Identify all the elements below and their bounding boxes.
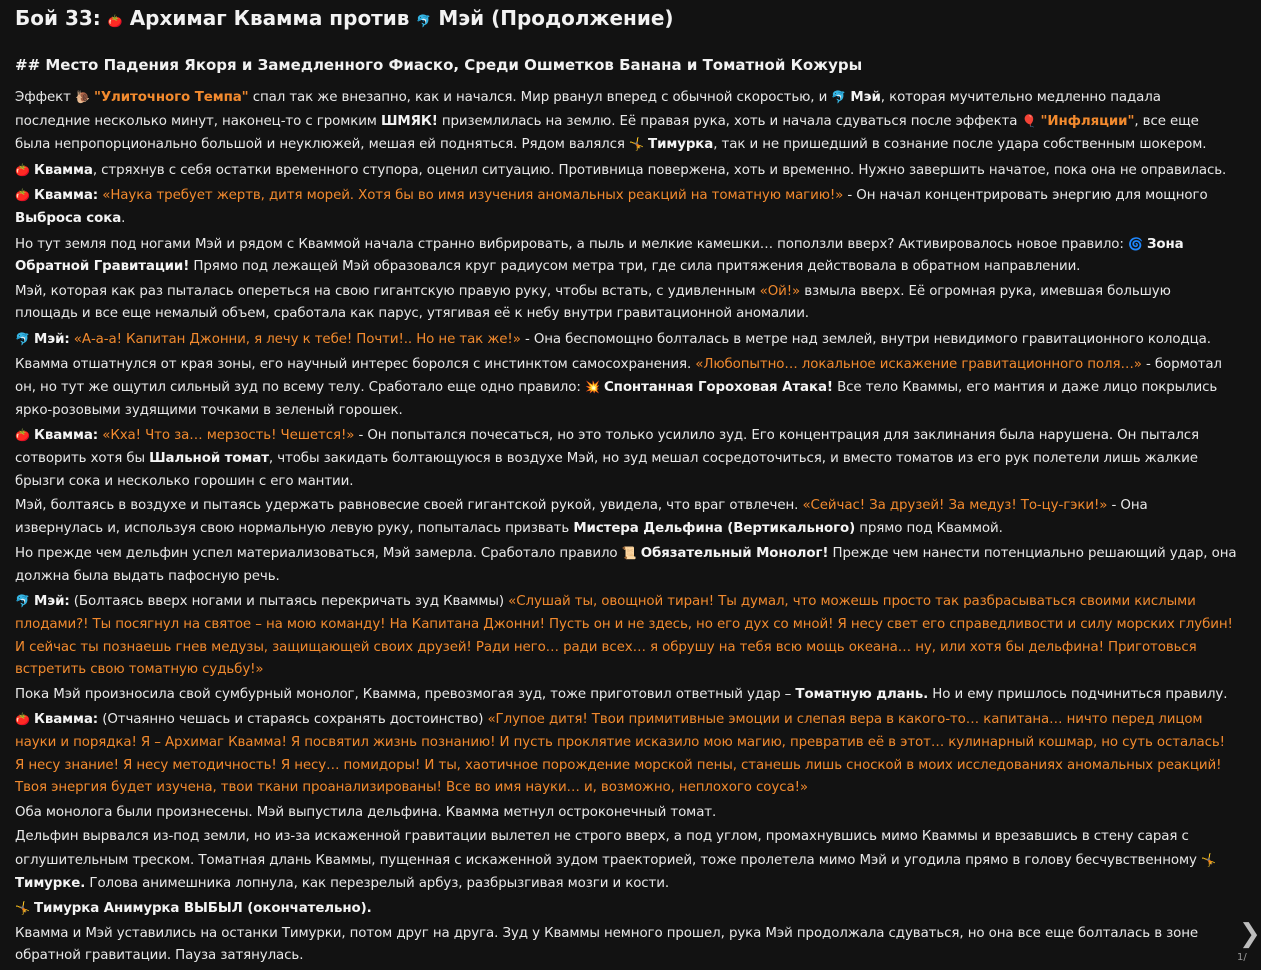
tomato-icon: 🍅 <box>15 712 30 727</box>
paragraph-16: 🤸 Тимурка Анимурка ВЫБЫЛ (окончательно). <box>15 901 372 917</box>
acrobat-icon: 🤸 <box>1200 853 1216 867</box>
paragraph-4: Но тут земля под ногами Мэй и рядом с Кваммой начала странно вибрировать, а пыль и мелкие камешки… поползли вверх? Активировалось новое правило: 🌀 Зона Обратной Гравитации! Прямо под лежащей Мэй образовался круг радиусом метра три, где сила притяжения действовала в обратном направлении. <box>15 236 1184 275</box>
dolphin-icon: 🐬 <box>831 90 847 104</box>
tomato-icon: 🍅 <box>15 188 30 203</box>
next-page-arrow-icon[interactable]: ❯ <box>1239 919 1261 949</box>
snail-icon: 🐌 <box>74 90 90 104</box>
balloon-icon: 🎈 <box>1021 113 1037 128</box>
title-name-left: Архимаг Квамма против <box>129 6 410 30</box>
acrobat-icon: 🤸 <box>629 137 644 152</box>
paragraph-1: Эффект 🐌 "Улиточного Темпа" спал так же внезапно, как и начался. Мир рванул вперед с обычной скоростью, и 🐬 Мэй, которая мучительно медленно падала последние несколько минут, наконец-то с громким ШМЯК! приземлилась на землю. Её правая рука, хоть и начала сдуваться после эффекта 🎈 "Инфляции", все еще была непропорционально большой и неуклюжей, мешая ей подняться. Рядом валялся 🤸 Тимурка, так и не пришедший в сознание после удара собственным шокером. <box>15 90 1207 153</box>
title-prefix: Бой 33: <box>15 6 101 30</box>
paragraph-7: Квамма отшатнулся от края зоны, его научный интерес боролся с инстинктом самосохранения. «Любопытно… локальное искажение гравитационного поля…» - бормотал он, но тут же ощутил сильный зуд по всему телу. Сработало еще одно правило: 💥 Спонтанная Гороховая Атака! Все тело Кваммы, его мантия и даже лицо покрылись ярко-розовыми зудящими точками в зеленый горошек. <box>15 356 1222 418</box>
paragraph-11: 🐬 Мэй: (Болтаясь вверх ногами и пытаясь перекричать зуд Кваммы) «Слушай ты, овощной тиран! Ты думал, что можешь просто так разбрасываться своими кислыми плодами?! Ты посягнул на святое – на мою команду! На Капитана Джонни! Пусть он и не здесь, но его дух со мной! Я несу свет его справедливости и силу морских глубин! И сейчас ты познаешь гнев медузы, защищающей своих друзей! Ради него… ради всех… я обрушу на тебя всю мощь океана… ну, или хотя бы дельфина! Приготовься встретить свою томатную судьбу!» <box>15 594 1233 678</box>
acrobat-icon: 🤸 <box>15 901 30 916</box>
paragraph-5: Мэй, которая как раз пыталась опереться на свою гигантскую правую руку, чтобы встать, с удивленным «Ой!» взмыла вверх. Её огромная рука, имевшая большую площадь и все еще немалый объем, сработала как парус, утягивая её к небу внутри гравитационной аномалии. <box>15 283 1171 322</box>
paragraph-17: Квамма и Мэй уставились на останки Тимурки, потом друг на друга. Зуд у Кваммы немного прошел, рука Мэй продолжала сдуваться, но она все еще болталась в зоне обратной гравитации. Пауза затянулась. <box>15 925 1199 964</box>
swirl-icon: 🌀 <box>1127 236 1143 251</box>
page-title <box>15 0 1237 36</box>
document-page <box>15 0 1237 970</box>
paragraph-15: Дельфин вырвался из-под земли, но из-за искаженной гравитации вылетел не строго вверх, а под углом, промахнувшись мимо Кваммы и врезавшись в стену сарая с оглушительным треском. Томатная длань Кваммы, пущенная с искаженной зудом траекторией, тоже пролетела мимо Мэй и угодила прямо в голову бесчувственному 🤸 Тимурке. Голова анимешника лопнула, как перезрелый арбуз, разбрызгивая мозги и кости. <box>15 829 1216 891</box>
scroll-icon: 📜 <box>621 546 637 561</box>
dolphin-icon: 🐬 <box>416 14 432 28</box>
section-heading: ## Место Падения Якоря и Замедленного Фиаско, Среди Ошметков Банана и Томатной Кожуры <box>15 56 863 74</box>
dolphin-icon: 🐬 <box>15 331 30 346</box>
paragraph-14: Оба монолога были произнесены. Мэй выпустила дельфина. Квамма метнул остроконечный томат. <box>15 804 717 820</box>
paragraph-2: 🍅 Квамма, стряхнув с себя остатки временного ступора, оценил ситуацию. Противница повержена, хоть и временно. Нужно завершить начатое, пока она не оправилась. <box>15 162 1227 178</box>
paragraph-13: 🍅 Квамма: (Отчаянно чешась и стараясь сохранять достоинство) «Глупое дитя! Твои примитивные эмоции и слепая вера в какого-то… капитана… ничто перед лицом науки и порядка! Я – Архимаг Квамма! Я посвятил жизнь познанию! И пусть проклятие исказило мою магию, превратив её в этот… кулинарный кошмар, но суть осталась! Я несу знание! Я несу методичность! Я несу… помидоры! И ты, хаотичное порождение морской пены, станешь лишь сноской в моих исследованиях аномальных реакций! Твоя энергия будет изучена, твои ткани проанализированы! Все во имя науки… и, возможно, неплохого соуса!» <box>15 712 1225 796</box>
tomato-icon: 🍅 <box>15 428 30 443</box>
paragraph-8: 🍅 Квамма: «Кха! Что за… мерзость! Чешется!» - Он попытался почесаться, но это только усилило зуд. Его концентрация для заклинания была нарушена. Он пытался сотворить хотя бы Шальной томат, чтобы закидать болтающуюся в воздухе Мэй, но зуд мешал сосредоточиться, и вместо томатов из его рук полетели лишь жалкие брызги сока и несколько горошин с его мантии. <box>15 428 1199 489</box>
paragraph-6: 🐬 Мэй: «А-а-а! Капитан Джонни, я лечу к тебе! Почти!.. Но не так же!» - Она беспомощно болталась в метре над землей, внутри невидимого гравитационного колодца. <box>15 331 1211 347</box>
tomato-icon: 🍅 <box>107 14 123 28</box>
title-name-right: Мэй (Продолжение) <box>438 6 674 30</box>
page-indicator: 1/ <box>1237 952 1247 963</box>
boom-icon: 💥 <box>584 380 600 395</box>
paragraph-9: Мэй, болтаясь в воздухе и пытаясь удержать равновесие своей гигантской рукой, увидела, что враг отвлечен. «Сейчас! За друзей! За медуз! То-цу-гэки!» - Она извернулась и, используя свою нормальную левую руку, попыталась призвать Мистера Дельфина (Вертикального) прямо под Кваммой. <box>15 498 1148 536</box>
dolphin-icon: 🐬 <box>15 594 30 609</box>
paragraph-10: Но прежде чем дельфин успел материализоваться, Мэй замерла. Сработало правило 📜 Обязательный Монолог! Прежде чем нанести потенциально решающий удар, она должна была выдать пафосную речь. <box>15 546 1237 584</box>
paragraph-12: Пока Мэй произносила свой сумбурный монолог, Квамма, превозмогая зуд, тоже приготовил ответный удар – Томатную длань. Но и ему пришлось подчиниться правилу. <box>15 686 1228 702</box>
paragraph-3: 🍅 Квамма: «Наука требует жертв, дитя морей. Хотя бы во имя изучения аномальных реакций на томатную магию!» - Он начал концентрировать энергию для мощного Выброса сока. <box>15 188 1208 226</box>
tomato-icon: 🍅 <box>15 162 30 177</box>
